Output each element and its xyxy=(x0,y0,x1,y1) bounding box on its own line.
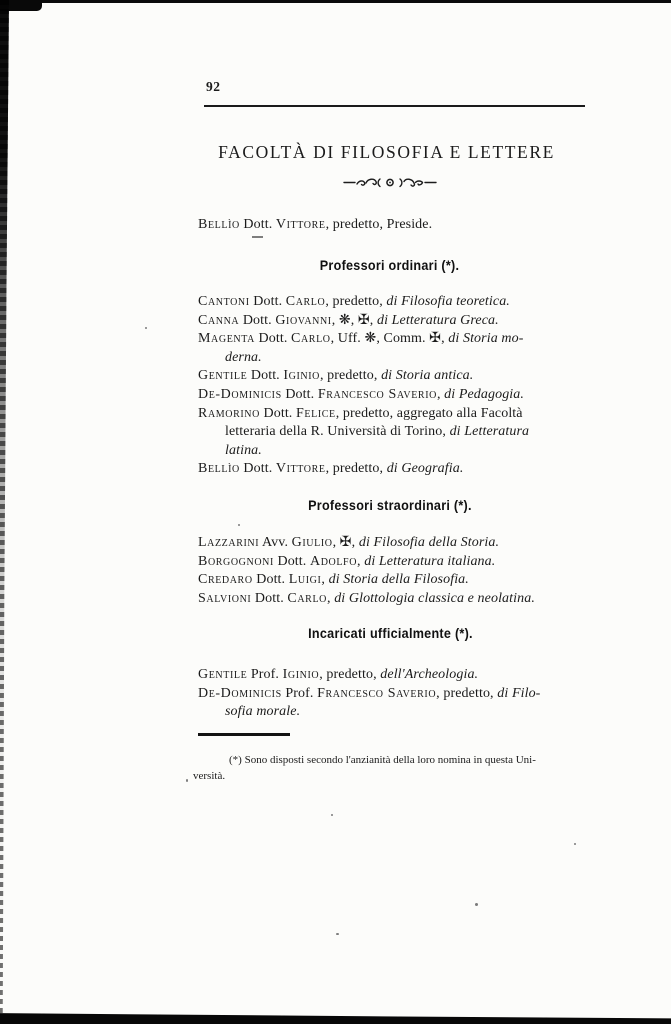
footnote-rule xyxy=(198,733,290,736)
text-segment: Dott. xyxy=(239,312,276,328)
text-segment: Dott. xyxy=(281,386,318,402)
faculty-entry xyxy=(198,685,582,722)
text-segment: Dott. xyxy=(259,405,297,421)
scan-edge-top xyxy=(0,0,671,3)
scan-speck xyxy=(574,843,576,845)
text-segment: di Geografia. xyxy=(386,461,464,477)
text-segment: , predetto, xyxy=(319,667,381,682)
footnote xyxy=(193,753,536,784)
scan-speck xyxy=(475,903,478,906)
faculty-entry xyxy=(198,460,582,479)
text-line xyxy=(198,571,582,590)
text-segment: di Storia mo- xyxy=(448,331,524,347)
text-segment: De-Dominicis xyxy=(198,386,282,402)
text-segment: di Letteratura Greca. xyxy=(376,312,499,328)
text-segment: Luigi xyxy=(288,572,322,588)
faculty-entry xyxy=(198,534,582,553)
text-segment: Carlo xyxy=(287,590,327,606)
text-line xyxy=(198,293,582,312)
text-segment: Giovanni xyxy=(275,312,332,328)
text-segment: di Pedagogia. xyxy=(444,386,525,402)
text-segment: di Storia della Filosofia. xyxy=(328,572,469,588)
text-line xyxy=(198,685,582,704)
faculty-entry xyxy=(198,293,582,312)
text-segment: , predetto, aggregato alla Facoltà xyxy=(335,405,523,421)
text-line xyxy=(198,312,582,331)
text-segment: Francesco Saverio xyxy=(317,685,437,701)
entry-list xyxy=(198,666,582,722)
text-segment: Prof. xyxy=(247,667,283,682)
text-segment: Bellìo xyxy=(198,461,240,477)
scan-speck xyxy=(336,933,339,935)
text-line xyxy=(198,442,582,461)
text-segment: sofia morale. xyxy=(225,704,301,720)
text-line xyxy=(198,590,582,609)
section-heading-text: Incaricati ufficialmente (*). xyxy=(307,625,473,641)
faculty-entry xyxy=(198,367,582,386)
text-segment: Avv. xyxy=(259,535,292,550)
section-2 xyxy=(198,625,582,722)
text-line xyxy=(198,553,582,572)
text-line xyxy=(198,703,582,722)
text-segment: , predetto, xyxy=(325,294,387,309)
faculty-entry xyxy=(198,312,582,331)
faculty-entry xyxy=(198,553,582,572)
text-segment: , Uff. ❋, Comm. ✠, xyxy=(330,331,449,347)
text-segment: Cantoni xyxy=(198,294,250,309)
text-segment: Ramorino xyxy=(198,405,260,421)
faculty-entry xyxy=(198,666,582,685)
entry-list xyxy=(198,534,582,608)
text-segment: Borgognoni xyxy=(198,553,274,569)
text-segment: di Letteratura xyxy=(449,424,530,440)
text-segment: , xyxy=(436,386,445,402)
text-segment: Canna xyxy=(198,312,240,328)
text-segment: Gentile xyxy=(198,667,248,682)
scan-artifact xyxy=(252,236,263,238)
section-heading xyxy=(198,497,582,514)
text-line xyxy=(198,460,582,479)
text-segment: Vittore xyxy=(275,461,326,477)
entry-list xyxy=(198,293,582,479)
faculty-entry xyxy=(198,386,582,405)
text-segment: , xyxy=(326,590,335,606)
scan-speck xyxy=(145,327,147,329)
text-segment: Dott. xyxy=(251,590,288,606)
text-segment: Felice xyxy=(296,405,336,421)
text-segment: Lazzarini xyxy=(198,535,260,550)
ornament-divider-icon xyxy=(54,176,671,194)
section-heading-text: Professori ordinari (*). xyxy=(320,257,460,273)
page-title: FACOLTÀ DI FILOSOFIA E LETTERE xyxy=(218,142,555,162)
text-segment: , predetto, xyxy=(319,368,382,384)
text-segment: di Filo- xyxy=(497,685,541,701)
text-segment: Gentile xyxy=(198,368,248,384)
text-segment: di Storia antica. xyxy=(381,368,474,384)
section-heading xyxy=(198,257,582,274)
preside-line xyxy=(198,216,432,235)
text-segment: , predetto, xyxy=(325,461,387,477)
text-segment: Bellìo xyxy=(198,217,240,232)
text-segment: di Filosofia teoretica. xyxy=(386,294,510,309)
scan-speck xyxy=(186,779,188,782)
text-segment: Salvioni xyxy=(198,590,252,606)
text-segment: di Filosofia della Storia. xyxy=(358,535,500,550)
text-segment: Prof. xyxy=(281,685,318,701)
text-segment: derna. xyxy=(225,349,262,365)
text-segment: , ❋, ✠, xyxy=(331,312,377,328)
faculty-entry xyxy=(198,590,582,609)
text-segment: latina. xyxy=(225,442,262,458)
text-segment: Dott. xyxy=(239,461,276,477)
footnote-line: versità. xyxy=(193,769,226,782)
text-segment: , xyxy=(357,553,365,569)
text-segment: , ✠, xyxy=(332,535,359,550)
scan-edge-bottom xyxy=(0,1010,671,1024)
page-number: 92 xyxy=(206,79,221,94)
text-segment: , xyxy=(321,572,329,588)
text-segment: Iginio xyxy=(283,368,320,384)
text-line xyxy=(198,534,582,553)
text-segment: Dott. xyxy=(254,331,292,347)
text-segment: Vittore xyxy=(275,217,326,232)
footnote-line: (*) Sono disposti secondo l'anzianità della loro nomina in questa Uni- xyxy=(229,754,536,766)
text-segment: Giulio xyxy=(291,535,333,550)
scan-speck xyxy=(331,814,333,816)
text-segment: Dott. xyxy=(273,553,310,569)
text-segment: , predetto, xyxy=(436,685,498,701)
faculty-entry xyxy=(198,405,582,461)
text-line xyxy=(198,216,432,235)
text-segment: Credaro xyxy=(198,572,253,588)
section-heading-text: Professori straordinari (*). xyxy=(308,497,472,513)
text-segment: Dott. xyxy=(252,572,289,588)
text-line xyxy=(198,423,582,442)
text-segment: letteraria della R. Università di Torino, xyxy=(225,424,450,440)
text-line xyxy=(198,666,582,685)
text-line xyxy=(198,367,582,386)
text-segment: Dott. xyxy=(247,368,284,384)
text-line xyxy=(198,405,582,424)
faculty-entry xyxy=(198,330,582,367)
text-segment: De-Dominicis xyxy=(198,685,282,701)
scan-binding-edge xyxy=(0,0,9,1024)
text-segment: Francesco Saverio xyxy=(317,386,437,402)
text-segment: dell'Archeologia. xyxy=(380,667,479,682)
text-segment: Carlo xyxy=(285,294,326,309)
text-segment: Adolfo xyxy=(309,553,358,569)
faculty-entry xyxy=(198,571,582,590)
section-heading xyxy=(198,625,582,642)
text-line xyxy=(198,330,582,349)
section-0 xyxy=(198,257,582,479)
text-segment: Dott. xyxy=(239,217,276,232)
text-line xyxy=(198,349,582,368)
text-segment: Magenta xyxy=(198,331,255,347)
text-segment: , predetto, Preside. xyxy=(325,217,433,232)
section-1 xyxy=(198,497,582,608)
text-segment: di Glottologia classica e neolatina. xyxy=(334,590,535,606)
text-segment: di Letteratura italiana. xyxy=(364,553,496,569)
text-segment: Iginio xyxy=(282,667,320,682)
footnote-text xyxy=(193,753,536,784)
text-segment: Dott. xyxy=(249,294,286,309)
header-rule xyxy=(204,105,585,107)
text-segment: Carlo xyxy=(291,331,331,347)
text-line xyxy=(198,386,582,405)
